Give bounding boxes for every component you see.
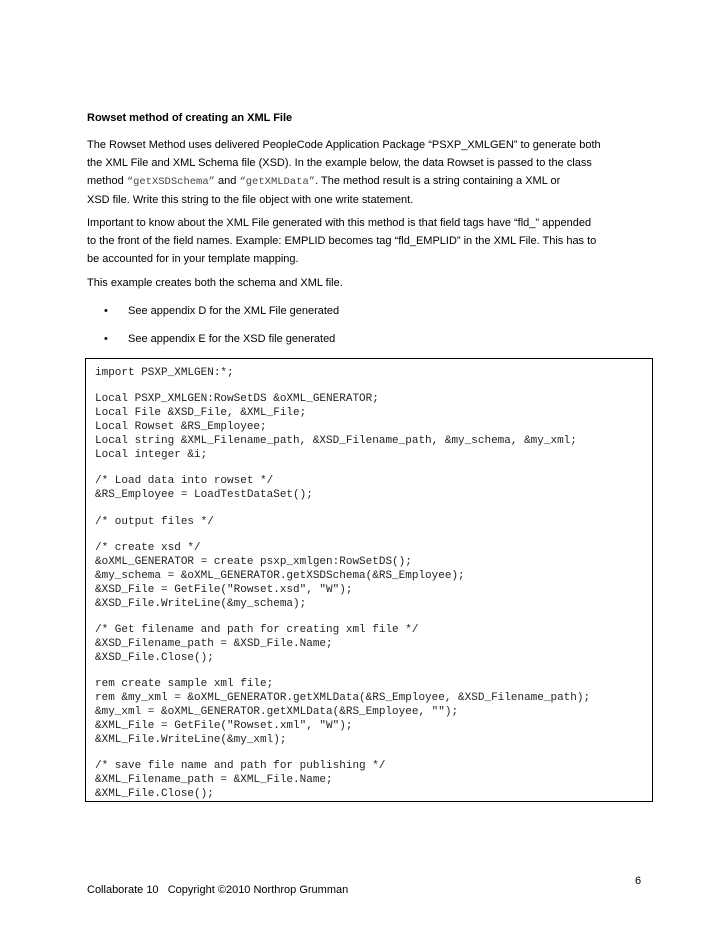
page-footer: Collaborate 10 Copyright ©2010 Northrop Grumman [87,884,349,896]
code-line: Local File &XSD_File, &XML_File; [95,407,307,419]
code-line: &XML_Filename_path = &XML_File.Name; [95,774,333,786]
code-line: /* create xsd */ [95,542,201,554]
bullet-text: See appendix E for the XSD file generated [128,333,336,345]
inline-code-getxmldata: “getXMLData” [239,176,316,188]
code-line: &XSD_File.Close(); [95,652,214,664]
code-line: &XSD_File = GetFile("Rowset.xsd", "W"); [95,584,353,596]
bullet-icon: • [104,333,108,345]
code-line: Local Rowset &RS_Employee; [95,421,267,433]
code-line: &my_xml = &oXML_GENERATOR.getXMLData(&RS_Employee, ""); [95,706,459,718]
code-line: &RS_Employee = LoadTestDataSet(); [95,489,313,501]
paragraph-rowset-method [87,136,657,209]
code-line: Local string &XML_Filename_path, &XSD_Filename_path, &my_schema, &my_xml; [95,435,577,447]
paragraph-field-tags [87,214,657,268]
code-line: &XSD_File.WriteLine(&my_schema); [95,598,307,610]
page-number: 6 [635,875,642,887]
paragraph-line: This example creates both the schema and XML file. [87,277,343,289]
paragraph-example-intro [87,274,657,292]
paragraph-line: The Rowset Method uses delivered PeopleCode Application Package “PSXP_XMLGEN” to generate both [87,139,601,151]
code-line: import PSXP_XMLGEN:*; [95,367,234,379]
code-line: /* output files */ [95,516,214,528]
paragraph-text: and [214,175,240,187]
paragraph-line: to the front of the field names. Example: EMPLID becomes tag “fld_EMPLID” in the XML File. This has to [87,235,597,247]
bullet-item [104,305,339,317]
code-line: &XSD_Filename_path = &XSD_File.Name; [95,638,333,650]
code-line: &XML_File.Close(); [95,788,214,800]
code-line: /* save file name and path for publishing */ [95,760,386,772]
code-line: Local integer &i; [95,449,208,461]
code-line: &oXML_GENERATOR = create psxp_xmlgen:RowSetDS(); [95,556,412,568]
paragraph-line: XSD file. Write this string to the file object with one write statement. [87,194,414,206]
code-line: /* Load data into rowset */ [95,475,274,487]
bullet-text: See appendix D for the XML File generated [128,305,340,317]
code-line: rem create sample xml file; [95,678,274,690]
code-line: rem &my_xml = &oXML_GENERATOR.getXMLData(&RS_Employee, &XSD_Filename_path); [95,692,591,704]
paragraph-line [87,172,657,191]
paragraph-text: . The method result is a string containing a XML or [315,175,561,187]
paragraph-line: be accounted for in your template mapping. [87,253,299,265]
paragraph-line: the XML File and XML Schema file (XSD). In the example below, the data Rowset is passed to the class [87,157,592,169]
code-line: /* Get filename and path for creating xml file */ [95,624,419,636]
paragraph-line: Important to know about the XML File generated with this method is that field tags have “fld_” appended [87,217,592,229]
bullet-item [104,333,335,345]
code-line: &XML_File = GetFile("Rowset.xml", "W"); [95,720,353,732]
code-line: &my_schema = &oXML_GENERATOR.getXSDSchema(&RS_Employee); [95,570,465,582]
section-heading: Rowset method of creating an XML File [87,112,293,124]
paragraph-text: method [87,175,127,187]
code-line: &XML_File.WriteLine(&my_xml); [95,734,287,746]
bullet-icon: • [104,305,108,317]
inline-code-getxsdschema: “getXSDSchema” [126,176,215,188]
code-line: Local PSXP_XMLGEN:RowSetDS &oXML_GENERATOR; [95,393,379,405]
